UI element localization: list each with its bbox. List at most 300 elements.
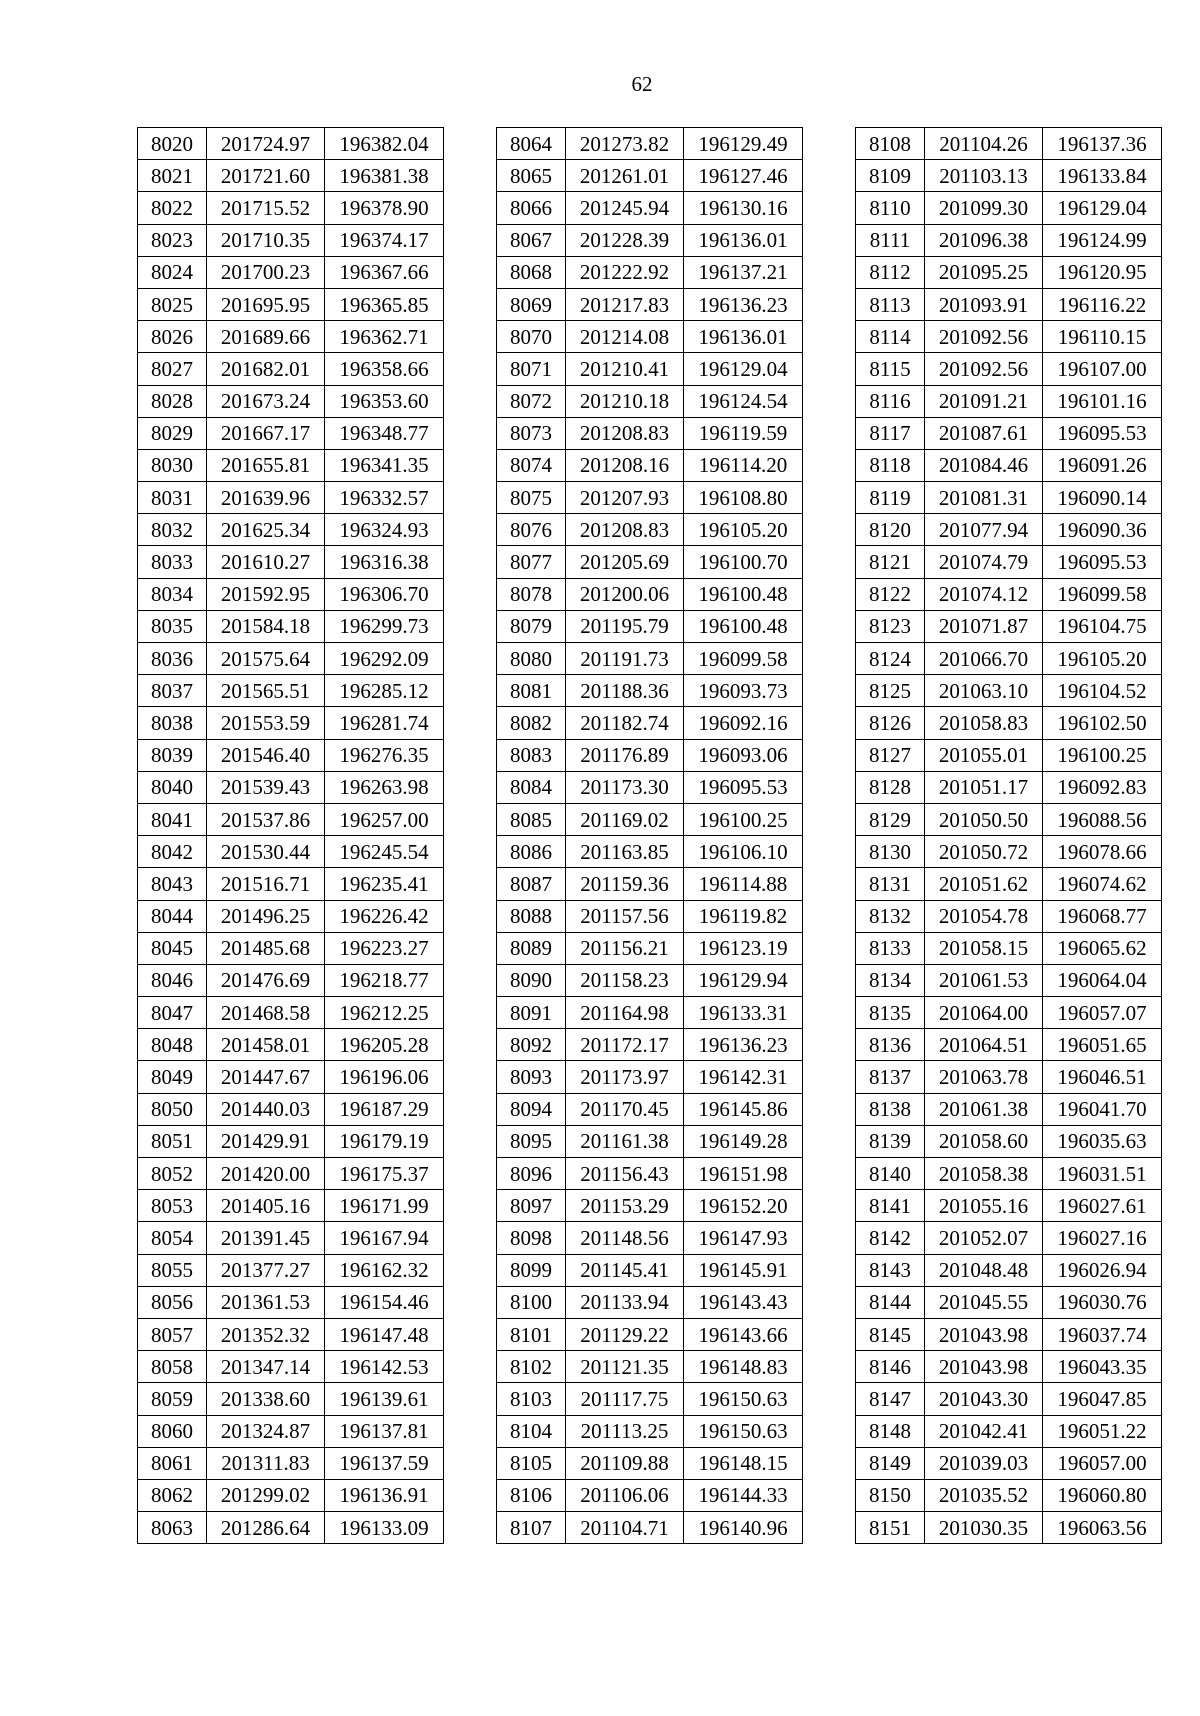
x-coordinate-cell: 201091.21 — [925, 385, 1043, 417]
point-id-cell: 8102 — [497, 1351, 566, 1383]
x-coordinate-cell: 201361.53 — [207, 1286, 325, 1318]
table-row — [138, 514, 444, 546]
y-coordinate-cell: 196136.01 — [684, 224, 803, 256]
table-row — [497, 578, 803, 610]
table-row — [138, 643, 444, 675]
point-id-cell: 8021 — [138, 160, 207, 192]
y-coordinate-cell: 196152.20 — [684, 1190, 803, 1222]
table-row — [856, 1512, 1162, 1544]
point-id-cell: 8066 — [497, 192, 566, 224]
y-coordinate-cell: 196068.77 — [1043, 900, 1162, 932]
x-coordinate-cell: 201405.16 — [207, 1190, 325, 1222]
point-id-cell: 8073 — [497, 417, 566, 449]
x-coordinate-cell: 201537.86 — [207, 803, 325, 835]
table-row — [497, 160, 803, 192]
point-id-cell: 8058 — [138, 1351, 207, 1383]
table-row — [497, 739, 803, 771]
point-id-cell: 8043 — [138, 868, 207, 900]
table-row — [856, 128, 1162, 160]
point-id-cell: 8099 — [497, 1254, 566, 1286]
table-row — [497, 1158, 803, 1190]
point-id-cell: 8119 — [856, 482, 925, 514]
point-id-cell: 8049 — [138, 1061, 207, 1093]
table-row — [497, 1254, 803, 1286]
table-row — [497, 417, 803, 449]
table-row — [497, 1125, 803, 1157]
y-coordinate-cell: 196257.00 — [325, 803, 444, 835]
y-coordinate-cell: 196107.00 — [1043, 353, 1162, 385]
x-coordinate-cell: 201610.27 — [207, 546, 325, 578]
x-coordinate-cell: 201592.95 — [207, 578, 325, 610]
point-id-cell: 8139 — [856, 1125, 925, 1157]
point-id-cell: 8048 — [138, 1029, 207, 1061]
y-coordinate-cell: 196027.61 — [1043, 1190, 1162, 1222]
table-row — [138, 1093, 444, 1125]
point-id-cell: 8047 — [138, 997, 207, 1029]
y-coordinate-cell: 196133.31 — [684, 997, 803, 1029]
point-id-cell: 8132 — [856, 900, 925, 932]
point-id-cell: 8121 — [856, 546, 925, 578]
x-coordinate-cell: 201485.68 — [207, 932, 325, 964]
table-row — [138, 675, 444, 707]
x-coordinate-cell: 201061.38 — [925, 1093, 1043, 1125]
point-id-cell: 8141 — [856, 1190, 925, 1222]
point-id-cell: 8023 — [138, 224, 207, 256]
table-row — [497, 1512, 803, 1544]
y-coordinate-cell: 196105.20 — [684, 514, 803, 546]
point-id-cell: 8113 — [856, 288, 925, 320]
x-coordinate-cell: 201273.82 — [566, 128, 684, 160]
x-coordinate-cell: 201058.60 — [925, 1125, 1043, 1157]
x-coordinate-cell: 201058.15 — [925, 932, 1043, 964]
table-row — [497, 1093, 803, 1125]
y-coordinate-cell: 196316.38 — [325, 546, 444, 578]
table-row — [856, 1093, 1162, 1125]
table-row — [856, 160, 1162, 192]
x-coordinate-cell: 201205.69 — [566, 546, 684, 578]
point-id-cell: 8151 — [856, 1512, 925, 1544]
point-id-cell: 8042 — [138, 836, 207, 868]
x-coordinate-cell: 201476.69 — [207, 964, 325, 996]
point-id-cell: 8027 — [138, 353, 207, 385]
y-coordinate-cell: 196147.48 — [325, 1318, 444, 1350]
y-coordinate-cell: 196136.01 — [684, 321, 803, 353]
point-id-cell: 8112 — [856, 256, 925, 288]
table-row — [497, 1447, 803, 1479]
table-row — [856, 482, 1162, 514]
x-coordinate-cell: 201468.58 — [207, 997, 325, 1029]
x-coordinate-cell: 201207.93 — [566, 482, 684, 514]
x-coordinate-cell: 201054.78 — [925, 900, 1043, 932]
y-coordinate-cell: 196136.23 — [684, 1029, 803, 1061]
x-coordinate-cell: 201087.61 — [925, 417, 1043, 449]
x-coordinate-cell: 201133.94 — [566, 1286, 684, 1318]
x-coordinate-cell: 201170.45 — [566, 1093, 684, 1125]
x-coordinate-cell: 201440.03 — [207, 1093, 325, 1125]
y-coordinate-cell: 196078.66 — [1043, 836, 1162, 868]
x-coordinate-cell: 201071.87 — [925, 610, 1043, 642]
point-id-cell: 8079 — [497, 610, 566, 642]
y-coordinate-cell: 196358.66 — [325, 353, 444, 385]
x-coordinate-cell: 201063.10 — [925, 675, 1043, 707]
x-coordinate-cell: 201458.01 — [207, 1029, 325, 1061]
point-id-cell: 8109 — [856, 160, 925, 192]
x-coordinate-cell: 201104.26 — [925, 128, 1043, 160]
table-row — [497, 932, 803, 964]
table-row — [138, 997, 444, 1029]
x-coordinate-cell: 201217.83 — [566, 288, 684, 320]
table-row — [138, 1479, 444, 1511]
table-row — [497, 449, 803, 481]
x-coordinate-cell: 201156.43 — [566, 1158, 684, 1190]
point-id-cell: 8080 — [497, 643, 566, 675]
y-coordinate-cell: 196064.04 — [1043, 964, 1162, 996]
x-coordinate-cell: 201516.71 — [207, 868, 325, 900]
x-coordinate-cell: 201058.38 — [925, 1158, 1043, 1190]
table-row — [138, 868, 444, 900]
x-coordinate-cell: 201173.30 — [566, 771, 684, 803]
x-coordinate-cell: 201420.00 — [207, 1158, 325, 1190]
table-row — [497, 964, 803, 996]
table-row — [497, 1383, 803, 1415]
table-row — [138, 578, 444, 610]
point-id-cell: 8110 — [856, 192, 925, 224]
table-row — [856, 1479, 1162, 1511]
x-coordinate-cell: 201173.97 — [566, 1061, 684, 1093]
y-coordinate-cell: 196137.36 — [1043, 128, 1162, 160]
point-id-cell: 8142 — [856, 1222, 925, 1254]
table-row — [138, 256, 444, 288]
y-coordinate-cell: 196114.20 — [684, 449, 803, 481]
y-coordinate-cell: 196205.28 — [325, 1029, 444, 1061]
table-row — [138, 964, 444, 996]
table-row — [138, 1512, 444, 1544]
y-coordinate-cell: 196133.84 — [1043, 160, 1162, 192]
table-row — [497, 1222, 803, 1254]
point-id-cell: 8123 — [856, 610, 925, 642]
x-coordinate-cell: 201058.83 — [925, 707, 1043, 739]
y-coordinate-cell: 196362.71 — [325, 321, 444, 353]
point-id-cell: 8135 — [856, 997, 925, 1029]
x-coordinate-cell: 201092.56 — [925, 321, 1043, 353]
table-row — [856, 932, 1162, 964]
x-coordinate-cell: 201724.97 — [207, 128, 325, 160]
table-row — [856, 1286, 1162, 1318]
y-coordinate-cell: 196099.58 — [684, 643, 803, 675]
table-row — [856, 675, 1162, 707]
point-id-cell: 8087 — [497, 868, 566, 900]
point-id-cell: 8085 — [497, 803, 566, 835]
y-coordinate-cell: 196299.73 — [325, 610, 444, 642]
table-row — [856, 1029, 1162, 1061]
table-row — [856, 1447, 1162, 1479]
x-coordinate-cell: 201093.91 — [925, 288, 1043, 320]
x-coordinate-cell: 201051.62 — [925, 868, 1043, 900]
y-coordinate-cell: 196047.85 — [1043, 1383, 1162, 1415]
x-coordinate-cell: 201311.83 — [207, 1447, 325, 1479]
x-coordinate-cell: 201667.17 — [207, 417, 325, 449]
y-coordinate-cell: 196100.25 — [1043, 739, 1162, 771]
point-id-cell: 8076 — [497, 514, 566, 546]
point-id-cell: 8081 — [497, 675, 566, 707]
point-id-cell: 8054 — [138, 1222, 207, 1254]
y-coordinate-cell: 196137.81 — [325, 1415, 444, 1447]
table-row — [497, 836, 803, 868]
y-coordinate-cell: 196136.23 — [684, 288, 803, 320]
x-coordinate-cell: 201710.35 — [207, 224, 325, 256]
x-coordinate-cell: 201210.41 — [566, 353, 684, 385]
y-coordinate-cell: 196120.95 — [1043, 256, 1162, 288]
point-id-cell: 8134 — [856, 964, 925, 996]
point-id-cell: 8053 — [138, 1190, 207, 1222]
y-coordinate-cell: 196041.70 — [1043, 1093, 1162, 1125]
table-row — [138, 160, 444, 192]
x-coordinate-cell: 201109.88 — [566, 1447, 684, 1479]
point-id-cell: 8057 — [138, 1318, 207, 1350]
x-coordinate-cell: 201064.00 — [925, 997, 1043, 1029]
point-id-cell: 8083 — [497, 739, 566, 771]
x-coordinate-cell: 201030.35 — [925, 1512, 1043, 1544]
y-coordinate-cell: 196104.75 — [1043, 610, 1162, 642]
x-coordinate-cell: 201050.50 — [925, 803, 1043, 835]
table-row — [856, 1222, 1162, 1254]
y-coordinate-cell: 196130.16 — [684, 192, 803, 224]
table-row — [497, 288, 803, 320]
point-id-cell: 8022 — [138, 192, 207, 224]
table-row — [138, 1447, 444, 1479]
table-row — [497, 1286, 803, 1318]
y-coordinate-cell: 196171.99 — [325, 1190, 444, 1222]
y-coordinate-cell: 196129.94 — [684, 964, 803, 996]
table-row — [856, 997, 1162, 1029]
point-id-cell: 8036 — [138, 643, 207, 675]
point-id-cell: 8033 — [138, 546, 207, 578]
y-coordinate-cell: 196104.52 — [1043, 675, 1162, 707]
point-id-cell: 8118 — [856, 449, 925, 481]
y-coordinate-cell: 196099.58 — [1043, 578, 1162, 610]
point-id-cell: 8032 — [138, 514, 207, 546]
x-coordinate-cell: 201096.38 — [925, 224, 1043, 256]
point-id-cell: 8096 — [497, 1158, 566, 1190]
point-id-cell: 8100 — [497, 1286, 566, 1318]
x-coordinate-cell: 201129.22 — [566, 1318, 684, 1350]
x-coordinate-cell: 201214.08 — [566, 321, 684, 353]
point-id-cell: 8084 — [497, 771, 566, 803]
point-id-cell: 8078 — [497, 578, 566, 610]
table-row — [497, 803, 803, 835]
point-id-cell: 8111 — [856, 224, 925, 256]
y-coordinate-cell: 196110.15 — [1043, 321, 1162, 353]
y-coordinate-cell: 196148.83 — [684, 1351, 803, 1383]
x-coordinate-cell: 201172.17 — [566, 1029, 684, 1061]
x-coordinate-cell: 201191.73 — [566, 643, 684, 675]
table-row — [497, 321, 803, 353]
x-coordinate-cell: 201159.36 — [566, 868, 684, 900]
point-id-cell: 8039 — [138, 739, 207, 771]
table-row — [497, 771, 803, 803]
table-row — [856, 1158, 1162, 1190]
point-id-cell: 8074 — [497, 449, 566, 481]
point-id-cell: 8035 — [138, 610, 207, 642]
table-row — [856, 546, 1162, 578]
table-row — [856, 449, 1162, 481]
x-coordinate-cell: 201081.31 — [925, 482, 1043, 514]
x-coordinate-cell: 201222.92 — [566, 256, 684, 288]
y-coordinate-cell: 196382.04 — [325, 128, 444, 160]
point-id-cell: 8137 — [856, 1061, 925, 1093]
x-coordinate-cell: 201064.51 — [925, 1029, 1043, 1061]
point-id-cell: 8070 — [497, 321, 566, 353]
point-id-cell: 8045 — [138, 932, 207, 964]
table-row — [497, 256, 803, 288]
x-coordinate-cell: 201176.89 — [566, 739, 684, 771]
point-id-cell: 8093 — [497, 1061, 566, 1093]
table-row — [497, 610, 803, 642]
point-id-cell: 8101 — [497, 1318, 566, 1350]
y-coordinate-cell: 196137.21 — [684, 256, 803, 288]
point-id-cell: 8130 — [856, 836, 925, 868]
y-coordinate-cell: 196212.25 — [325, 997, 444, 1029]
table-row — [856, 1125, 1162, 1157]
point-id-cell: 8031 — [138, 482, 207, 514]
y-coordinate-cell: 196285.12 — [325, 675, 444, 707]
y-coordinate-cell: 196119.82 — [684, 900, 803, 932]
x-coordinate-cell: 201161.38 — [566, 1125, 684, 1157]
y-coordinate-cell: 196145.91 — [684, 1254, 803, 1286]
x-coordinate-cell: 201043.98 — [925, 1318, 1043, 1350]
y-coordinate-cell: 196106.10 — [684, 836, 803, 868]
y-coordinate-cell: 196100.48 — [684, 578, 803, 610]
y-coordinate-cell: 196140.96 — [684, 1512, 803, 1544]
y-coordinate-cell: 196143.66 — [684, 1318, 803, 1350]
y-coordinate-cell: 196031.51 — [1043, 1158, 1162, 1190]
y-coordinate-cell: 196348.77 — [325, 417, 444, 449]
table-row — [497, 1190, 803, 1222]
x-coordinate-cell: 201208.83 — [566, 514, 684, 546]
point-id-cell: 8126 — [856, 707, 925, 739]
x-coordinate-cell: 201210.18 — [566, 385, 684, 417]
table-row — [497, 643, 803, 675]
point-id-cell: 8046 — [138, 964, 207, 996]
table-row — [856, 1254, 1162, 1286]
table-row — [138, 1222, 444, 1254]
y-coordinate-cell: 196187.29 — [325, 1093, 444, 1125]
y-coordinate-cell: 196365.85 — [325, 288, 444, 320]
x-coordinate-cell: 201099.30 — [925, 192, 1043, 224]
y-coordinate-cell: 196143.43 — [684, 1286, 803, 1318]
y-coordinate-cell: 196091.26 — [1043, 449, 1162, 481]
point-id-cell: 8094 — [497, 1093, 566, 1125]
point-id-cell: 8138 — [856, 1093, 925, 1125]
table-row — [138, 1383, 444, 1415]
x-coordinate-cell: 201084.46 — [925, 449, 1043, 481]
y-coordinate-cell: 196092.16 — [684, 707, 803, 739]
x-coordinate-cell: 201077.94 — [925, 514, 1043, 546]
table-row — [856, 353, 1162, 385]
table-row — [138, 482, 444, 514]
x-coordinate-cell: 201338.60 — [207, 1383, 325, 1415]
point-id-cell: 8125 — [856, 675, 925, 707]
point-id-cell: 8052 — [138, 1158, 207, 1190]
point-id-cell: 8103 — [497, 1383, 566, 1415]
point-id-cell: 8044 — [138, 900, 207, 932]
table-row — [138, 932, 444, 964]
table-row — [138, 1029, 444, 1061]
point-id-cell: 8117 — [856, 417, 925, 449]
table-row — [856, 224, 1162, 256]
y-coordinate-cell: 196139.61 — [325, 1383, 444, 1415]
table-row — [856, 256, 1162, 288]
table-row — [138, 836, 444, 868]
y-coordinate-cell: 196150.63 — [684, 1383, 803, 1415]
y-coordinate-cell: 196196.06 — [325, 1061, 444, 1093]
point-id-cell: 8095 — [497, 1125, 566, 1157]
x-coordinate-cell: 201575.64 — [207, 643, 325, 675]
x-coordinate-cell: 201553.59 — [207, 707, 325, 739]
table-row — [856, 836, 1162, 868]
point-id-cell: 8120 — [856, 514, 925, 546]
table-row — [138, 707, 444, 739]
point-id-cell: 8086 — [497, 836, 566, 868]
x-coordinate-cell: 201625.34 — [207, 514, 325, 546]
table-row — [138, 739, 444, 771]
table-row — [138, 1318, 444, 1350]
x-coordinate-cell: 201689.66 — [207, 321, 325, 353]
table-row — [856, 964, 1162, 996]
x-coordinate-cell: 201429.91 — [207, 1125, 325, 1157]
y-coordinate-cell: 196051.65 — [1043, 1029, 1162, 1061]
table-row — [856, 771, 1162, 803]
table-row — [856, 1190, 1162, 1222]
point-id-cell: 8041 — [138, 803, 207, 835]
x-coordinate-cell: 201169.02 — [566, 803, 684, 835]
y-coordinate-cell: 196292.09 — [325, 643, 444, 675]
y-coordinate-cell: 196090.14 — [1043, 482, 1162, 514]
point-id-cell: 8029 — [138, 417, 207, 449]
y-coordinate-cell: 196102.50 — [1043, 707, 1162, 739]
table-row — [138, 771, 444, 803]
point-id-cell: 8098 — [497, 1222, 566, 1254]
x-coordinate-cell: 201163.85 — [566, 836, 684, 868]
point-id-cell: 8107 — [497, 1512, 566, 1544]
table-row — [138, 1254, 444, 1286]
point-id-cell: 8144 — [856, 1286, 925, 1318]
table-row — [138, 803, 444, 835]
table-row — [138, 1061, 444, 1093]
table-row — [497, 224, 803, 256]
x-coordinate-cell: 201055.16 — [925, 1190, 1043, 1222]
table-row — [138, 1351, 444, 1383]
table-row — [856, 578, 1162, 610]
coordinate-table-1 — [137, 127, 444, 1544]
point-id-cell: 8097 — [497, 1190, 566, 1222]
x-coordinate-cell: 201063.78 — [925, 1061, 1043, 1093]
y-coordinate-cell: 196124.54 — [684, 385, 803, 417]
x-coordinate-cell: 201208.83 — [566, 417, 684, 449]
point-id-cell: 8072 — [497, 385, 566, 417]
y-coordinate-cell: 196057.00 — [1043, 1447, 1162, 1479]
table-row — [497, 385, 803, 417]
y-coordinate-cell: 196151.98 — [684, 1158, 803, 1190]
y-coordinate-cell: 196074.62 — [1043, 868, 1162, 900]
y-coordinate-cell: 196226.42 — [325, 900, 444, 932]
y-coordinate-cell: 196281.74 — [325, 707, 444, 739]
point-id-cell: 8026 — [138, 321, 207, 353]
point-id-cell: 8090 — [497, 964, 566, 996]
table-row — [856, 1383, 1162, 1415]
table-row — [138, 224, 444, 256]
point-id-cell: 8037 — [138, 675, 207, 707]
